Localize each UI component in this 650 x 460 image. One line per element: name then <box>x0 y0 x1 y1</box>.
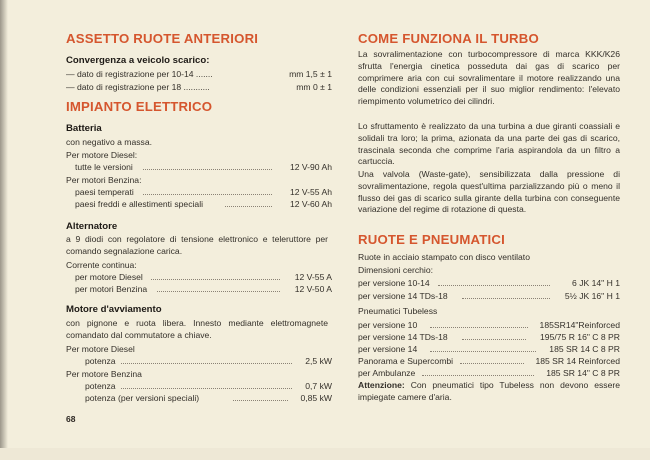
convergenza-title: Convergenza a veicolo scarico: <box>66 55 210 66</box>
dimensioni-title: Dimensioni cerchio: <box>358 265 433 275</box>
row-value: 5½ JK 16" H 1 <box>564 291 620 301</box>
motore-row <box>85 355 332 367</box>
batteria-intro: con negativo a massa. <box>66 137 152 147</box>
dimensioni-row <box>358 277 620 289</box>
motore-desc: con pignone e ruota libera. Innesto mediante elettromagnete comandato dal commutatore a chiave. <box>66 318 328 340</box>
row-label: tutte le versioni <box>75 162 133 172</box>
page-number: 68 <box>66 414 76 424</box>
row-value: 0,85 kW <box>300 393 332 403</box>
row-value: 185 SR 14" C 8 PR <box>546 368 620 378</box>
row-label: per Ambulanze <box>358 368 416 378</box>
tubeless-row <box>358 331 620 343</box>
row-value: mm 1,5 ± 1 <box>289 69 332 79</box>
heading-impianto: IMPIANTO ELETTRICO <box>66 99 213 114</box>
row-value: 12 V-50 A <box>294 284 332 294</box>
row-label: potenza <box>85 356 116 366</box>
row-label: potenza (per versioni speciali) <box>85 393 200 403</box>
ruote-desc: Ruote in acciaio stampato con disco ventilato <box>358 252 530 262</box>
alternatore-title: Alternatore <box>66 221 118 232</box>
heading-ruote: RUOTE E PNEUMATICI <box>358 232 505 247</box>
row-value: 185 SR 14 C 8 PR <box>549 344 620 354</box>
row-value: 6 JK 14" H 1 <box>572 278 620 288</box>
row-label: per versione 10 <box>358 320 418 330</box>
motore-row <box>85 380 332 392</box>
tubeless-row <box>358 355 620 367</box>
heading-turbo: COME FUNZIONA IL TURBO <box>358 31 539 46</box>
batteria-row <box>75 161 332 173</box>
conv-row <box>66 81 332 93</box>
row-label: per motori Benzina <box>75 284 148 294</box>
row-label: — dato di registrazione per 18 ........... <box>66 82 210 92</box>
turbo-paragraph-1: La sovralimentazione con turbocompressore di marca KKK/K26 sfrutta l'energia cinetica posseduta dai gas di scarico per comprimere aria con cui sovralimentare il motore realizzando una delle condizioni essenziali per il suo miglior rendimento: l'elevato riempimento volumetrico dei cilindri. <box>358 49 620 107</box>
row-label: — dato di registrazione per 10-14 ....... <box>66 69 213 79</box>
tubeless-title: Pneumatici Tubeless <box>358 306 438 316</box>
attenzione-note <box>358 380 620 404</box>
motore-diesel: Per motore Diesel <box>66 344 135 354</box>
motore-title: Motore d'avviamento <box>66 304 162 315</box>
row-value: 185SR14"Reinforced <box>539 320 620 330</box>
row-label: paesi temperati <box>75 187 134 197</box>
row-value: 2,5 kW <box>305 356 332 366</box>
row-label: per versione 14 <box>358 344 418 354</box>
alternatore-desc: a 9 diodi con regolatore di tensione elettronico e teleruttore per comando segnalazione carica. <box>66 234 328 256</box>
heading-assetto: ASSETTO RUOTE ANTERIORI <box>66 31 259 46</box>
row-value: 0,7 kW <box>305 381 332 391</box>
tubeless-row <box>358 319 620 331</box>
attenzione-label: Attenzione: <box>358 380 405 390</box>
alternatore-corrente: Corrente continua: <box>66 260 137 270</box>
batteria-row <box>75 198 332 210</box>
row-label: per versione 14 TDs-18 <box>358 332 448 342</box>
turbo-paragraph-3: Una valvola (Waste-gate), sensibilizzata dalla pressione di sovralimentazione, regola quest'ultima parzializzando più o meno il flusso dei gas di scarico sulla girante della turbina con conseguente variazione del regime di rotazione di questa. <box>358 169 620 215</box>
batteria-row <box>75 186 332 198</box>
row-label: Panorama e Supercombi <box>358 356 454 366</box>
motore-row <box>85 392 332 404</box>
motore-benzina: Per motore Benzina <box>66 369 142 379</box>
batteria-title: Batteria <box>66 123 102 134</box>
row-value: 12 V-55 A <box>294 272 332 282</box>
row-label: per versione 10-14 <box>358 278 430 288</box>
batteria-diesel: Per motore Diesel: <box>66 150 138 160</box>
row-value: 12 V-90 Ah <box>289 162 332 172</box>
row-value: 185 SR 14 Reinforced <box>535 356 620 366</box>
conv-row <box>66 68 332 80</box>
tubeless-row <box>358 343 620 355</box>
dimensioni-row <box>358 290 620 302</box>
row-value: 12 V-60 Ah <box>289 199 332 209</box>
attenzione-text: Con pneumatici tipo Tubeless non devono essere impiegate camere d'aria. <box>358 380 620 402</box>
row-value: mm 0 ± 1 <box>296 82 332 92</box>
row-label: per motore Diesel <box>75 272 143 282</box>
row-value: 12 V-55 Ah <box>289 187 332 197</box>
bottom-edge <box>0 448 650 460</box>
batteria-benzina: Per motori Benzina: <box>66 175 142 185</box>
alternatore-row <box>75 283 332 295</box>
row-label: potenza <box>85 381 116 391</box>
row-label: per versione 14 TDs-18 <box>358 291 448 301</box>
row-label: paesi freddi e allestimenti speciali <box>75 199 204 209</box>
binding-shadow <box>0 0 8 460</box>
turbo-paragraph-2: Lo sfruttamento è realizzato da una turbina a due giranti coassiali e solidali tra loro; la prima, azionata da una parte dei gas di scarico, trascinala seconda che comprime l'aria aspirandola da un filtro a cartuccia. <box>358 121 620 167</box>
tubeless-row <box>358 367 620 379</box>
alternatore-row <box>75 271 332 283</box>
row-value: 195/75 R 16" C 8 PR <box>540 332 620 342</box>
